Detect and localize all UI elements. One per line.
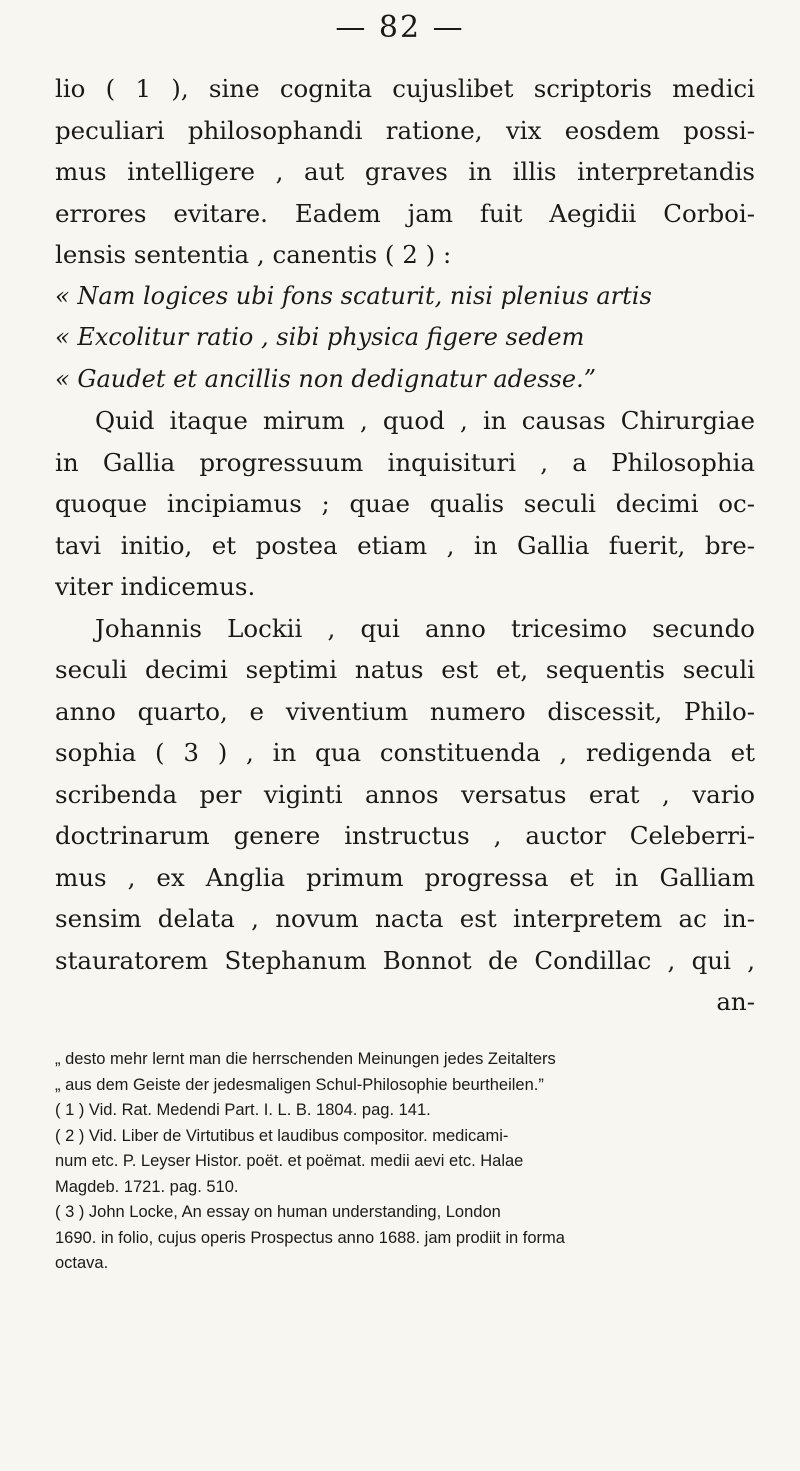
text-line: seculi decimi septimi natus est et, sequentis seculi bbox=[55, 655, 755, 684]
text-line: sophia ( 3 ) , in qua constituenda , redigenda et bbox=[55, 738, 755, 767]
footnote-line: „ aus dem Geiste der jedesmaligen Schul-Philosophie beurtheilen.” bbox=[55, 1075, 544, 1094]
footnote-line: „ desto mehr lernt man die herrschenden Meinungen jedes Zeitalters bbox=[55, 1050, 556, 1068]
text-line: anno quarto, e viventium numero discessit, Philo- bbox=[55, 696, 755, 726]
text-line: errores evitare. Eadem jam fuit Aegidii Corboi- bbox=[55, 198, 755, 228]
text-line: viter indicemus. bbox=[55, 572, 256, 601]
footnote-line: octava. bbox=[55, 1254, 109, 1272]
text-line: lensis sententia , canentis ( 2 ) : bbox=[55, 240, 452, 269]
footnote-line: ( 2 ) Vid. Liber de Virtutibus et laudibus compositor. medicami- bbox=[55, 1126, 509, 1145]
text-line: mus , ex Anglia primum progressa et in Galliam bbox=[55, 862, 755, 892]
footnote-line: ( 3 ) John Locke, An essay on human understanding, London bbox=[55, 1203, 501, 1221]
text-line: in Gallia progressuum inquisituri , a Philosophia bbox=[55, 447, 755, 477]
text-line: quoque incipiamus ; quae qualis seculi decimi oc- bbox=[55, 489, 755, 518]
verse-line: « Gaudet et ancillis non dedignatur adesse.” bbox=[55, 364, 596, 393]
text-line: mus intelligere , aut graves in illis interpretandis bbox=[55, 157, 755, 186]
text-line: peculiari philosophandi ratione, vix eosdem possi- bbox=[55, 115, 755, 145]
footnote-line: ( 1 ) Vid. Rat. Medendi Part. I. L. B. 1804. pag. 141. bbox=[55, 1101, 431, 1119]
page-number: — 82 — bbox=[335, 10, 465, 45]
verse-line: « Excolitur ratio , sibi physica figere sedem bbox=[55, 323, 585, 351]
text-line: tavi initio, et postea etiam , in Gallia fuerit, bre- bbox=[55, 530, 755, 560]
text-line: sensim delata , novum nacta est interpretem ac in- bbox=[55, 904, 755, 933]
text-line: scribenda per viginti annos versatus erat , vario bbox=[55, 779, 755, 809]
text-line: Johannis Lockii , qui anno tricesimo secundo bbox=[95, 613, 755, 643]
footnote-line: Magdeb. 1721. pag. 510. bbox=[55, 1177, 239, 1196]
footnotes bbox=[55, 1047, 765, 1277]
verse-line: « Nam logices ubi fons scaturit, nisi plenius artis bbox=[55, 281, 652, 310]
footnote-line: 1690. in folio, cujus operis Prospectus anno 1688. jam prodiit in forma bbox=[55, 1228, 565, 1247]
footnote-line: num etc. P. Leyser Histor. poët. et poëmat. medii aevi etc. Halae bbox=[55, 1152, 524, 1170]
text-line: stauratorem Stephanum Bonnot de Condillac , qui , bbox=[55, 945, 755, 975]
text-line: doctrinarum genere instructus , auctor Celeberri- bbox=[55, 821, 755, 850]
text-line: lio ( 1 ), sine cognita cujuslibet scriptoris medici bbox=[55, 74, 755, 103]
catchword: an- bbox=[716, 987, 755, 1016]
main-text bbox=[55, 68, 755, 1023]
text-line: Quid itaque mirum , quod , in causas Chirurgiae bbox=[95, 406, 755, 435]
